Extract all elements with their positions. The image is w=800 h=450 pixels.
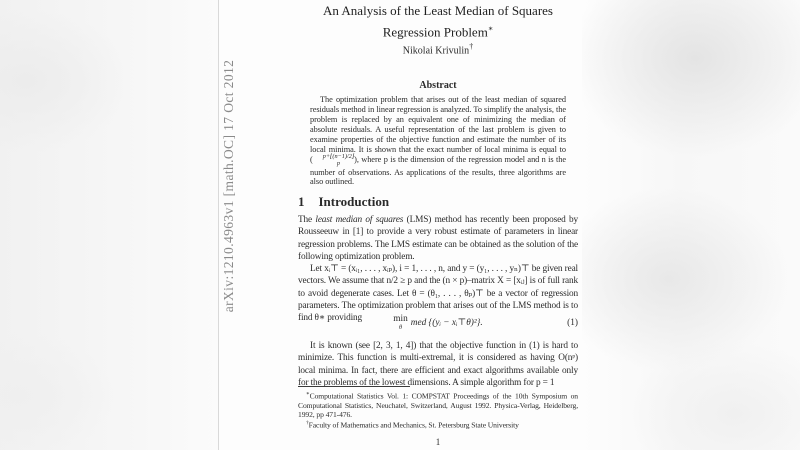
page-content — [298, 0, 578, 450]
abstract-heading: Abstract — [419, 80, 457, 91]
paper-title-line2: Regression Problem∗ — [382, 23, 494, 39]
abstract-text: The optimization problem that arises out of the least median of squared residuals method in linear regression is analyzed. To simplify the analysis, the problem is replaced by an equivalent one of minimizing the median of absolute residuals. A useful representation of the last problem is given to examine properties of the objective function and estimate the number of its local minima. It is shown that the exact number of local minima is equal to ( p+⌊(n−1)/2⌋ p ), where p is the dimension of the regression model and n is the number of observations. As applications of the results, three algorithms are also outlined. — [310, 95, 566, 187]
intro-paragraph-2: Let xᵢ⊤ = (xᵢ₁, . . . , xᵢₚ), i = 1, . . . , n, and y = (y₁, . . . , yₙ)⊤ be given real vectors. We assume that n/2 ≥ p and the (n × p)–matrix X = [xᵢⱼ] is of full rank to avoid degenerate cases. Let θ = (θ₁, . . . , θₚ)⊤ be a vector of regression parameters. The optimization problem that arises out of the LMS method is to find θ∗ providing — [298, 264, 578, 324]
section-title: Introduction — [318, 194, 390, 209]
title-footnote-mark: ∗ — [487, 23, 494, 33]
footnote-2-mark: † — [306, 420, 309, 427]
footnote-1: ∗Computational Statistics Vol. 1: COMPSTAT Proceedings of the 10th Symposium on Computational Statistics, Neuchatel, Switzerland, August 1992. Physica-Verlag, Heidelberg, 1992, pp 471-476. — [298, 391, 578, 419]
background-right-gradient — [582, 0, 800, 450]
page-number: 1 — [435, 437, 441, 447]
min-operator: min θ — [393, 314, 408, 332]
section-number: 1 — [298, 194, 305, 209]
intro-paragraph-3: It is known (see [2, 3, 1, 4]) that the objective function in (1) is hard to minimize. This function is multi-extremal, it is considered as having O(nᵖ) local minima. In fact, there are efficient and exact algorithms available only for the problems of the lowest dimensions. A simple algorithm for p = 1 — [298, 341, 578, 388]
binomial-coefficient: ( p+⌊(n−1)/2⌋ p ) — [310, 153, 357, 168]
equation-body: med {(yᵢ − xᵢ⊤θ)²}. — [410, 318, 483, 329]
footnotes — [298, 390, 578, 430]
paper-title-line1: An Analysis of the Least Median of Squares — [323, 3, 553, 18]
background-left-gradient — [0, 0, 218, 450]
arxiv-watermark: arXiv:1210.4963v1 [math.OC] 17 Oct 2012 — [221, 59, 236, 313]
intro-paragraph-1: The least median of squares (LMS) method has recently been proposed by Rousseeuw in [1] to provide a very robust estimate of parameters in linear regression problems. The LMS estimate can be obtained as the solution of the following optimization problem. — [298, 215, 578, 262]
equation-number: (1) — [567, 318, 578, 328]
section-heading — [298, 194, 578, 210]
author-footnote-mark: † — [469, 42, 474, 51]
paper-title — [298, 2, 578, 40]
equation-1 — [298, 315, 578, 332]
footnote-1-mark: ∗ — [306, 391, 310, 397]
footnote-2: †Faculty of Mathematics and Mechanics, St. Petersburg State University — [306, 420, 519, 430]
footnote-rule — [298, 386, 410, 387]
author-name: Nikolai Krivulin† — [402, 42, 474, 57]
